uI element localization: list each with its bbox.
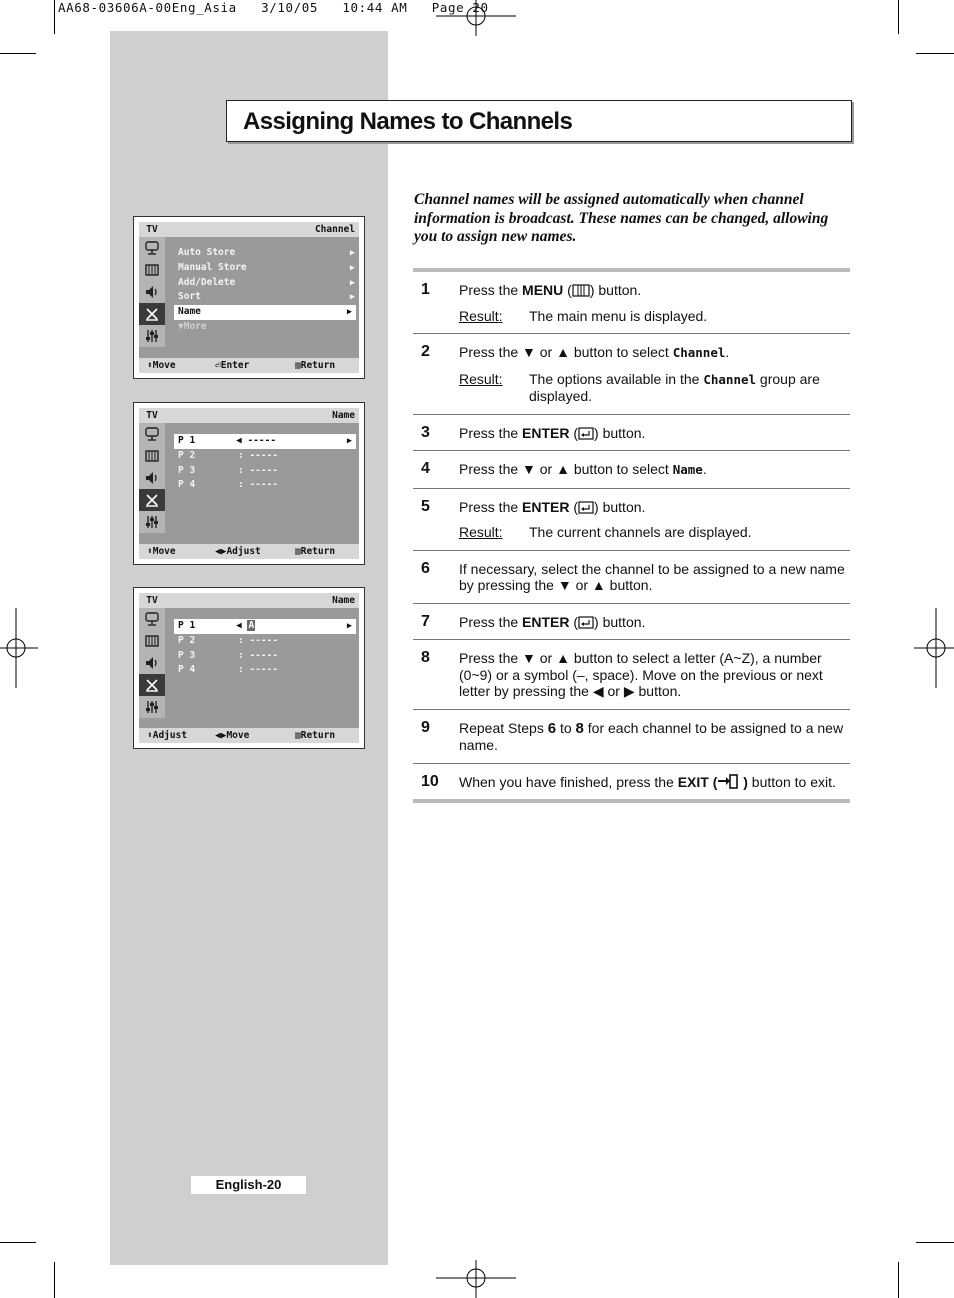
menu-item-manual-store[interactable]: Manual Store ▶ bbox=[165, 261, 359, 276]
step-10: 10 When you have finished, press the EXIT ( ) button to exit. bbox=[421, 772, 836, 790]
arrow-right-icon: ▶ bbox=[349, 292, 355, 303]
antenna-icon bbox=[139, 608, 165, 630]
step-8: 8 Press the ▼ or ▲ button to select a letter (A~Z), a number (0~9) or a symbol (–, space). Move on the previous or next letter by pressing the ◀ or ▶ button. bbox=[413, 640, 850, 710]
menu-icon bbox=[572, 284, 590, 297]
sound-icon bbox=[139, 652, 165, 674]
osd-footer-return: ▥Return bbox=[295, 730, 336, 741]
osd-footer-enter: ⏎Enter bbox=[215, 360, 250, 371]
enter-icon bbox=[578, 501, 594, 514]
picture-icon bbox=[139, 259, 165, 281]
crop-mark bbox=[916, 53, 954, 54]
print-header: AA68-03606A-00Eng_Asia 3/10/05 10:44 AM Page 20 bbox=[58, 0, 489, 15]
osd-side-icons bbox=[139, 608, 165, 718]
antenna-icon bbox=[139, 423, 165, 445]
osd-footer bbox=[139, 544, 359, 559]
osd-tv-label: TV bbox=[146, 410, 158, 421]
osd-screen-channel bbox=[133, 216, 365, 379]
arrow-right-icon: ▶ bbox=[346, 307, 352, 318]
osd-screen-name-edit bbox=[133, 587, 365, 749]
exit-icon bbox=[717, 774, 739, 789]
registration-mark-icon bbox=[436, 0, 516, 36]
picture-icon bbox=[139, 630, 165, 652]
crop-mark bbox=[898, 1262, 899, 1298]
osd-screen-name bbox=[133, 402, 365, 565]
result-label: Result: bbox=[459, 524, 503, 540]
page-number: English-20 bbox=[191, 1176, 306, 1194]
osd-title: Name bbox=[332, 595, 355, 606]
step-7: 7 Press the ENTER ( ) button. bbox=[413, 604, 850, 641]
osd-footer-move: ⬍Move bbox=[147, 546, 176, 557]
menu-item-auto-store[interactable]: Auto Store ▶ bbox=[165, 246, 359, 261]
osd-header bbox=[139, 222, 359, 237]
crop-mark bbox=[54, 0, 55, 34]
step-9: 9 Repeat Steps 6 to 8 for each channel to be assigned to a new name. bbox=[413, 710, 850, 764]
osd-menu-list bbox=[165, 246, 359, 335]
step-3: 3 Press the ENTER ( ) button. bbox=[413, 415, 850, 452]
osd-footer bbox=[139, 358, 359, 373]
channel-icon bbox=[139, 489, 165, 511]
arrow-right-icon: ▶ bbox=[346, 621, 352, 631]
step-2: 2 Press the ▼ or ▲ button to select Channel. Result: The options available in the Channel group are displayed. bbox=[413, 334, 850, 415]
steps-list bbox=[413, 268, 850, 803]
step-1: 1 Press the MENU ( ) button. Result: The main menu is displayed. bbox=[413, 272, 850, 334]
setup-icon bbox=[139, 325, 165, 347]
crop-mark bbox=[54, 1262, 55, 1298]
crop-mark bbox=[0, 53, 36, 54]
arrow-right-icon: ▶ bbox=[349, 248, 355, 258]
sound-icon bbox=[139, 281, 165, 303]
setup-icon bbox=[139, 511, 165, 533]
osd-title: Name bbox=[332, 410, 355, 421]
name-cursor[interactable]: A bbox=[248, 620, 255, 631]
picture-icon bbox=[139, 445, 165, 467]
channel-row[interactable]: P 1 ◀ A ▶ bbox=[174, 619, 356, 634]
channel-row[interactable]: P 3 : ----- bbox=[178, 649, 279, 661]
crop-mark bbox=[0, 1242, 36, 1243]
step-5: 5 Press the ENTER ( ) button. Result: The current channels are displayed. bbox=[413, 489, 850, 551]
enter-icon bbox=[578, 427, 594, 440]
step-4: 4 Press the ▼ or ▲ button to select Name. bbox=[413, 451, 850, 489]
page-title: Assigning Names to Channels bbox=[243, 108, 573, 135]
registration-mark-icon bbox=[914, 608, 954, 688]
osd-side-icons bbox=[139, 423, 165, 533]
arrow-right-icon: ▶ bbox=[349, 277, 355, 288]
channel-row[interactable]: P 2 : ----- bbox=[178, 449, 279, 461]
channel-row[interactable]: P 2 : ----- bbox=[178, 634, 279, 646]
registration-mark-icon bbox=[436, 1260, 516, 1298]
osd-side-icons bbox=[139, 237, 165, 347]
menu-item-name[interactable]: Name ▶ bbox=[174, 305, 356, 320]
crop-mark bbox=[898, 0, 899, 34]
antenna-icon bbox=[139, 237, 165, 259]
title-box bbox=[226, 100, 852, 142]
menu-item-more[interactable]: ▼More bbox=[178, 320, 207, 332]
crop-mark bbox=[916, 1242, 954, 1243]
channel-row[interactable]: P 4 : ----- bbox=[178, 664, 279, 676]
menu-item-add-delete[interactable]: Add/Delete ▶ bbox=[165, 276, 359, 291]
osd-footer-move: ⬍Move bbox=[147, 360, 176, 371]
step-6: 6 If necessary, select the channel to be assigned to a new name by pressing the ▼ or ▲ button. bbox=[413, 551, 850, 604]
osd-footer bbox=[139, 728, 359, 743]
registration-mark-icon bbox=[0, 608, 38, 688]
arrow-right-icon: ▶ bbox=[346, 436, 352, 446]
osd-tv-label: TV bbox=[146, 224, 158, 235]
channel-icon bbox=[139, 674, 165, 696]
intro-paragraph: Channel names will be assigned automatically when channel information is broadcast. These names can be changed, allowing you to assign new names. bbox=[414, 191, 829, 245]
result-label: Result: bbox=[459, 307, 503, 324]
channel-row[interactable]: P 4 : ----- bbox=[178, 479, 279, 491]
arrow-right-icon: ▶ bbox=[349, 262, 355, 273]
osd-footer-move: ◀▶Move bbox=[215, 730, 250, 741]
arrow-down-icon: ▼ bbox=[178, 320, 184, 332]
osd-title: Channel bbox=[314, 224, 355, 235]
osd-tv-label: TV bbox=[146, 595, 158, 606]
sound-icon bbox=[139, 467, 165, 489]
osd-header bbox=[139, 593, 359, 608]
osd-header bbox=[139, 408, 359, 423]
result-label: Result: bbox=[459, 370, 503, 387]
channel-row[interactable]: P 3 : ----- bbox=[178, 464, 279, 476]
channel-row[interactable]: P 1 ◀ ----- ▶ bbox=[174, 434, 356, 449]
arrow-left-icon: ◀ bbox=[236, 435, 248, 446]
osd-footer-return: ▥Return bbox=[295, 546, 336, 557]
osd-footer-return: ▥Return bbox=[295, 360, 336, 371]
osd-channel-list bbox=[165, 434, 359, 493]
arrow-left-icon: ◀ bbox=[236, 620, 248, 631]
menu-item-sort[interactable]: Sort ▶ bbox=[165, 290, 359, 305]
osd-footer-adjust: ◀▶Adjust bbox=[215, 546, 261, 557]
channel-icon bbox=[139, 303, 165, 325]
osd-channel-list bbox=[165, 619, 359, 678]
enter-icon bbox=[578, 616, 594, 629]
osd-footer-adjust: ⬍Adjust bbox=[147, 730, 188, 741]
setup-icon bbox=[139, 696, 165, 718]
